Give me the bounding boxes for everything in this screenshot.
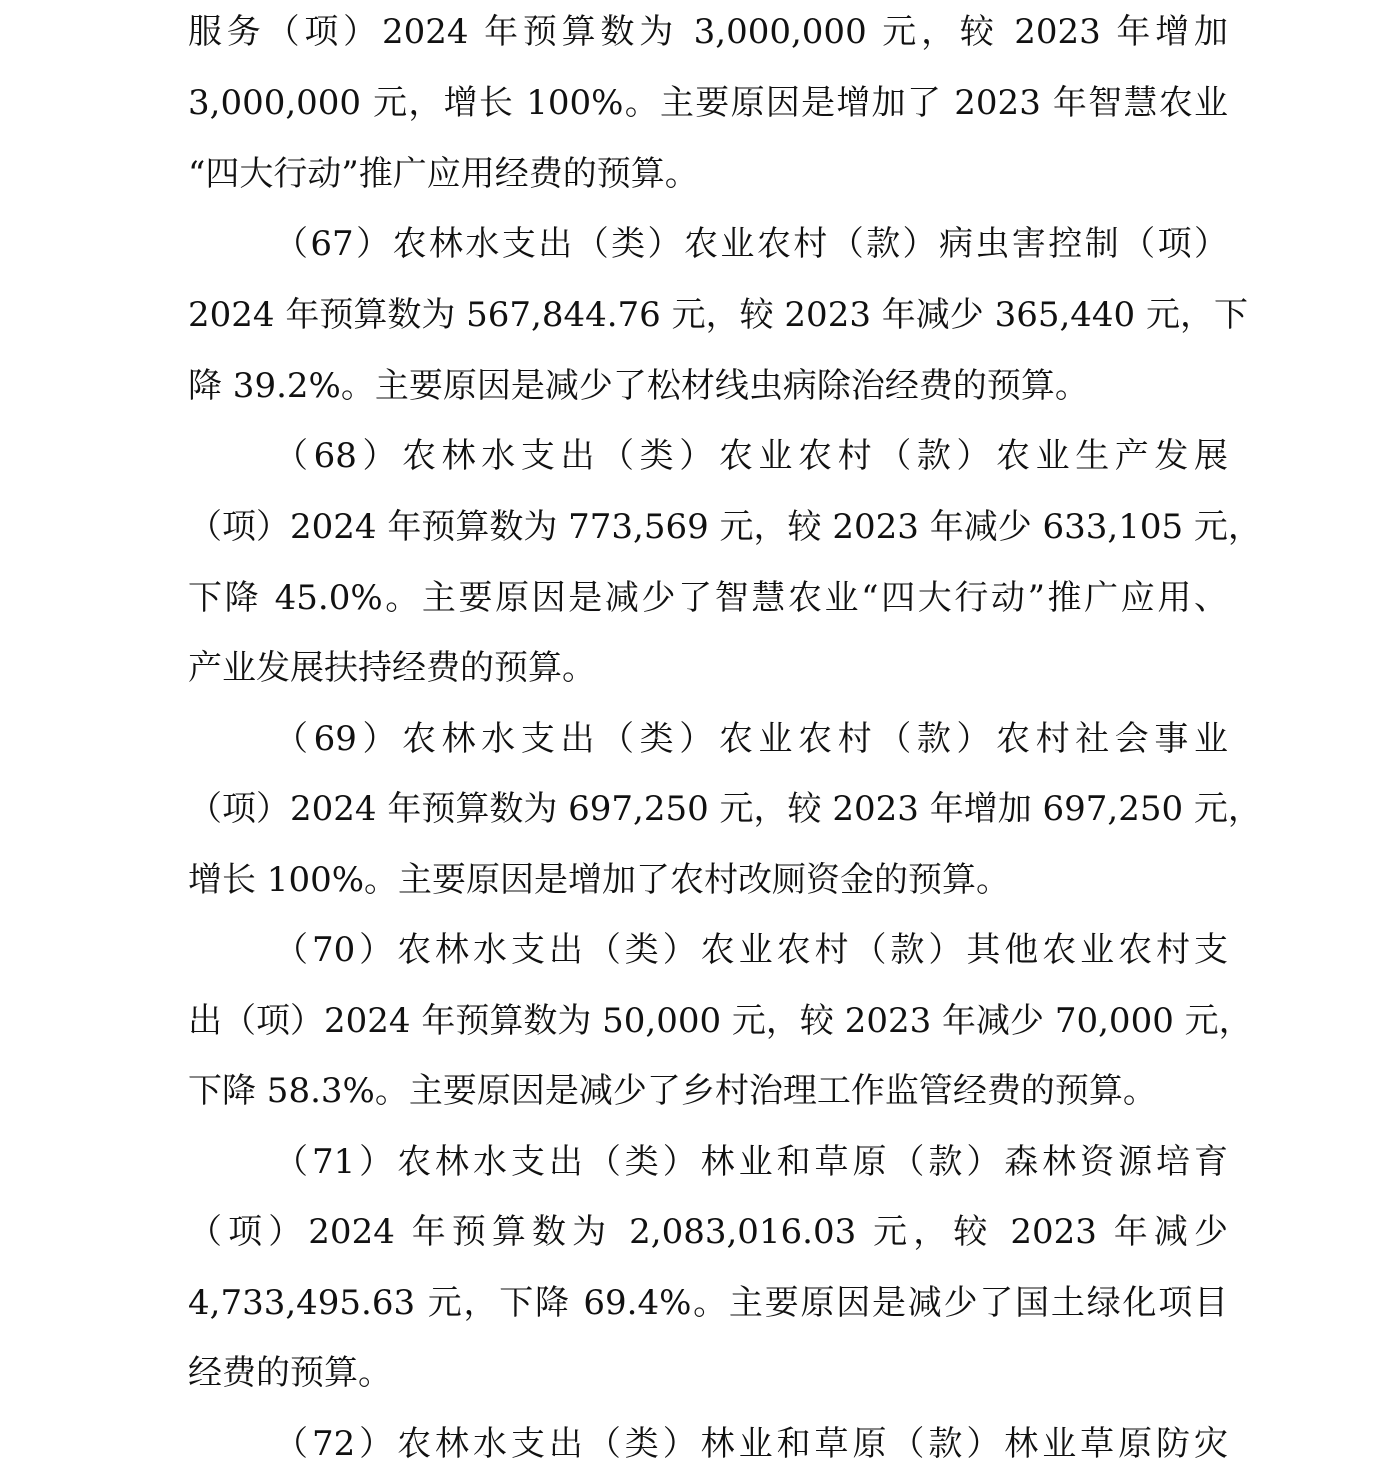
paragraph-line: “四大行动”推广应用经费的预算。 [188, 154, 699, 194]
paragraph-line: （71）农林水支出（类）林业和草原（款）森林资源培育 [274, 1142, 1228, 1182]
paragraph-line: 产业发展扶持经费的预算。 [188, 648, 596, 688]
paragraph-line: （项）2024 年预算数为 773,569 元，较 2023 年减少 633,105 元， [188, 507, 1262, 547]
paragraph-line: 下降 58.3%。主要原因是减少了乡村治理工作监管经费的预算。 [188, 1071, 1157, 1111]
paragraph-line: 增长 100%。主要原因是增加了农村改厕资金的预算。 [188, 860, 1011, 900]
paragraph-line: （68）农林水支出（类）农业农村（款）农业生产发展 [274, 436, 1228, 476]
paragraph-line: （70）农林水支出（类）农业农村（款）其他农业农村支 [274, 930, 1228, 970]
paragraph-line: （69）农林水支出（类）农业农村（款）农村社会事业 [274, 719, 1228, 759]
paragraph-line: （67）农林水支出（类）农业农村（款）病虫害控制（项） [274, 224, 1228, 264]
paragraph-line: 降 39.2%。主要原因是减少了松材线虫病除治经费的预算。 [188, 366, 1089, 406]
paragraph-line: （项）2024 年预算数为 697,250 元，较 2023 年增加 697,250 元， [188, 789, 1262, 829]
paragraph-line: 3,000,000 元，增长 100%。主要原因是增加了 2023 年智慧农业 [188, 83, 1228, 123]
paragraph-line: （项）2024 年预算数为 2,083,016.03 元，较 2023 年减少 [188, 1212, 1228, 1252]
paragraph-line: 出（项）2024 年预算数为 50,000 元，较 2023 年减少 70,000 元， [188, 1001, 1253, 1041]
paragraph-line: 服务（项）2024 年预算数为 3,000,000 元，较 2023 年增加 [188, 12, 1228, 52]
paragraph-line: 经费的预算。 [188, 1353, 392, 1393]
paragraph-line: （72）农林水支出（类）林业和草原（款）林业草原防灾 [274, 1424, 1228, 1464]
paragraph-line: 下降 45.0%。主要原因是减少了智慧农业“四大行动”推广应用、 [188, 578, 1228, 618]
paragraph-line: 4,733,495.63 元，下降 69.4%。主要原因是减少了国土绿化项目 [188, 1283, 1228, 1323]
paragraph-line: 2024 年预算数为 567,844.76 元，较 2023 年减少 365,440 元，下 [188, 295, 1248, 335]
